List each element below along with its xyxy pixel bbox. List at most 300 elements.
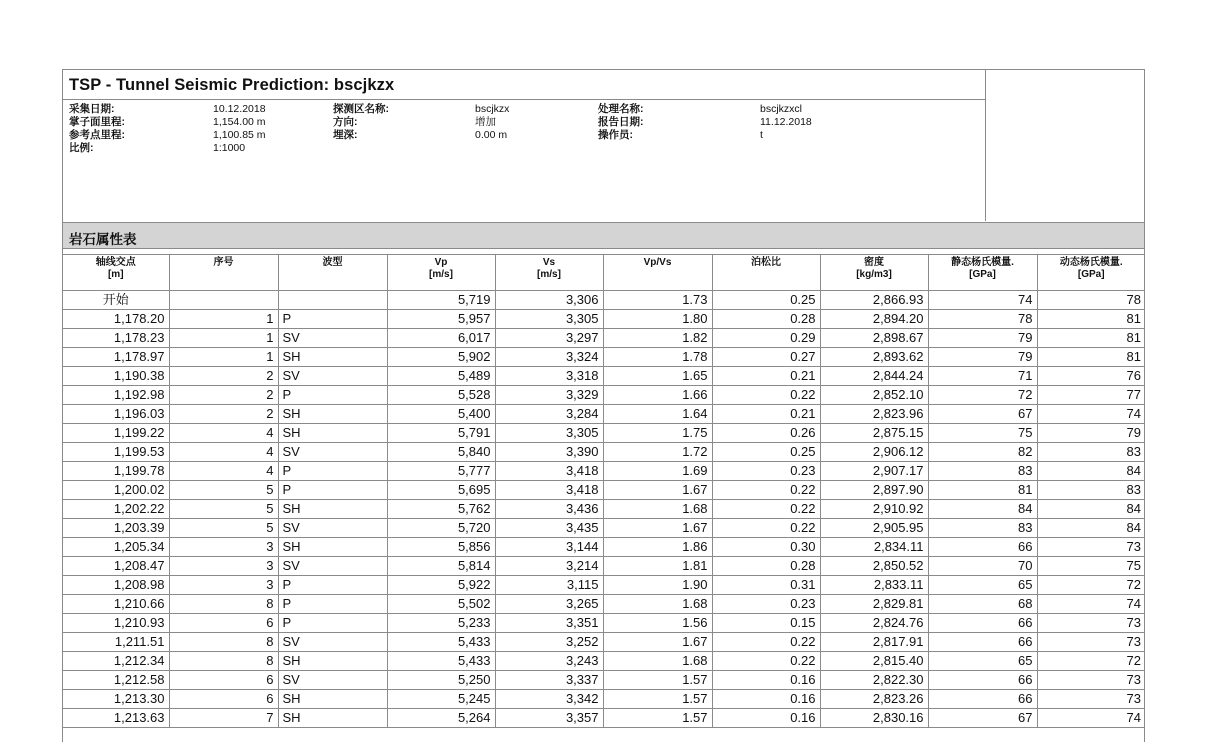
table-cell: 6 [169,614,278,633]
table-cell: 3,284 [495,405,603,424]
table-cell: 7 [169,709,278,728]
table-cell: 0.16 [712,709,820,728]
table-cell: 0.22 [712,652,820,671]
table-cell: 1,212.58 [63,671,169,690]
table-cell: 2,898.67 [820,329,928,348]
table-cell: 66 [928,614,1037,633]
table-cell: SH [278,424,387,443]
table-cell: SV [278,633,387,652]
table-cell: 1.68 [603,652,712,671]
table-cell: 0.16 [712,671,820,690]
table-cell: 3,435 [495,519,603,538]
table-cell: 5,502 [387,595,495,614]
table-cell: 5,902 [387,348,495,367]
table-cell: 1,203.39 [63,519,169,538]
table-cell: 75 [928,424,1037,443]
table-cell: 0.22 [712,386,820,405]
column-header-name: 密度 [864,257,884,268]
table-cell: 1.69 [603,462,712,481]
meta-value-scale: 1:1000 [213,142,246,154]
column-header-name: 轴线交点 [95,257,136,268]
table-cell: 0.28 [712,557,820,576]
meta-label-processing-name: 处理名称: [598,103,644,115]
table-cell: 2,906.12 [820,443,928,462]
table-cell: 81 [1037,348,1145,367]
table-row [63,690,1145,709]
table-cell: 2,894.20 [820,310,928,329]
table-cell: 4 [169,462,278,481]
table-cell: 2,830.16 [820,709,928,728]
column-header [1037,255,1145,291]
meta-label-direction: 方向: [333,116,358,128]
table-cell: 70 [928,557,1037,576]
table-row [63,633,1145,652]
table-cell: 0.23 [712,462,820,481]
table-row [63,576,1145,595]
table-cell: 3,329 [495,386,603,405]
table-cell: 66 [928,690,1037,709]
table-cell: 1.90 [603,576,712,595]
table-cell: 3,243 [495,652,603,671]
table-cell: 2,875.15 [820,424,928,443]
table-cell: 2,897.90 [820,481,928,500]
table-header-row [63,255,1145,291]
table-cell: 2,823.96 [820,405,928,424]
meta-column-1 [69,103,125,155]
table-cell: 3,337 [495,671,603,690]
table-cell: 0.21 [712,367,820,386]
table-cell: 2 [169,386,278,405]
table-cell: 74 [1037,709,1145,728]
table-cell: 0.25 [712,443,820,462]
table-cell: 66 [928,538,1037,557]
table-row [63,671,1145,690]
table-cell: 78 [928,310,1037,329]
table-row [63,424,1145,443]
table-cell: 0.29 [712,329,820,348]
table-cell: 2,834.11 [820,538,928,557]
title-divider [63,99,985,100]
table-cell: 1,205.34 [63,538,169,557]
table-cell: 1 [169,310,278,329]
meta-label-face-chainage: 掌子面里程: [69,116,125,128]
table-cell: 75 [1037,557,1145,576]
column-header [603,255,712,291]
table-cell: 1.67 [603,519,712,538]
table-cell: 1,199.78 [63,462,169,481]
table-cell: SV [278,443,387,462]
table-cell: 1.75 [603,424,712,443]
table-row [63,481,1145,500]
meta-value-ref-chainage: 1,100.85 m [213,129,266,141]
table-cell: 3,144 [495,538,603,557]
table-cell: 1,199.22 [63,424,169,443]
meta-column-3 [598,103,644,142]
table-row [63,405,1145,424]
meta-value-depth: 0.00 m [475,129,508,141]
table-cell: 1,178.97 [63,348,169,367]
table-cell: 1,208.47 [63,557,169,576]
column-header-unit: [m/s] [429,269,453,280]
meta-label-area-name: 探测区名称: [333,103,389,115]
table-row [63,652,1145,671]
column-header [495,255,603,291]
table-cell: 0.16 [712,690,820,709]
table-cell: 1.82 [603,329,712,348]
table-row [63,557,1145,576]
table-cell: 79 [928,348,1037,367]
table-row [63,500,1145,519]
table-cell: 1.80 [603,310,712,329]
table-cell: 4 [169,424,278,443]
table-cell: 2,833.11 [820,576,928,595]
table-cell: 79 [1037,424,1145,443]
table-cell: 1,213.63 [63,709,169,728]
table-cell: 3,297 [495,329,603,348]
table-cell: 74 [1037,595,1145,614]
column-header [820,255,928,291]
table-cell: 0.28 [712,310,820,329]
table-cell: 0.26 [712,424,820,443]
meta-column-2 [333,103,389,142]
table-cell: 3,305 [495,424,603,443]
meta-values-1 [213,103,266,155]
table-cell: 65 [928,652,1037,671]
meta-value-area-name: bscjkzx [475,103,510,115]
table-cell: 66 [928,671,1037,690]
section-header [63,222,1145,249]
table-cell: 1.56 [603,614,712,633]
table-cell: 3,436 [495,500,603,519]
table-row [63,348,1145,367]
table-cell: P [278,614,387,633]
table-cell: 3,342 [495,690,603,709]
table-cell: 1,196.03 [63,405,169,424]
table-cell: 1.78 [603,348,712,367]
table-cell: 4 [169,443,278,462]
table-cell: 2,824.76 [820,614,928,633]
table-cell: 1,208.98 [63,576,169,595]
table-cell: 1 [169,348,278,367]
table-cell: 1.57 [603,709,712,728]
table-cell: 5,250 [387,671,495,690]
column-header-unit: [GPa] [969,269,996,280]
table-cell: SH [278,538,387,557]
meta-value-report-date: 11.12.2018 [760,116,812,128]
table-cell: SV [278,329,387,348]
table-cell: 65 [928,576,1037,595]
table-cell: 3 [169,557,278,576]
table-cell: 3,390 [495,443,603,462]
table-cell: 2,893.62 [820,348,928,367]
table-cell: P [278,386,387,405]
table-cell: 79 [928,329,1037,348]
column-header-name: 序号 [213,257,234,268]
column-header-name: 静态杨氏模量. [951,257,1014,268]
table-cell: 1,202.22 [63,500,169,519]
table-cell: 5,957 [387,310,495,329]
meta-values-2 [475,103,509,142]
table-cell: 73 [1037,671,1145,690]
table-cell: 1.65 [603,367,712,386]
table-cell: 2,817.91 [820,633,928,652]
table-cell: 66 [928,633,1037,652]
table-cell: 2,823.26 [820,690,928,709]
table-cell: 5,840 [387,443,495,462]
table-cell: P [278,481,387,500]
table-cell: 5,489 [387,367,495,386]
meta-value-direction: 增加 [475,116,496,128]
table-cell: 5,528 [387,386,495,405]
table-cell: 5,856 [387,538,495,557]
table-cell: 2,905.95 [820,519,928,538]
table-cell: 1.67 [603,633,712,652]
column-header [712,255,820,291]
table-cell: 5,720 [387,519,495,538]
table-cell: 1.86 [603,538,712,557]
column-header [928,255,1037,291]
column-header-name: 动态杨氏模量. [1059,257,1123,268]
table-cell: 67 [928,405,1037,424]
table-cell: 73 [1037,633,1145,652]
table-row [63,310,1145,329]
table-row [63,443,1145,462]
table-cell: 2,866.93 [820,291,928,310]
table-cell: 76 [1037,367,1145,386]
column-header-name: Vp [434,257,448,268]
table-cell: 1,199.53 [63,443,169,462]
table-cell: 73 [1037,538,1145,557]
table-cell: 0.27 [712,348,820,367]
column-header-unit: [kg/m3] [856,269,892,280]
table-cell: SH [278,690,387,709]
column-header-unit: [m] [107,269,124,280]
meta-value-face-chainage: 1,154.00 m [213,116,266,128]
table-cell: 2,907.17 [820,462,928,481]
table-cell: 1,178.23 [63,329,169,348]
table-cell: 1.73 [603,291,712,310]
table-cell: 84 [1037,462,1145,481]
table-cell: 5,922 [387,576,495,595]
table-cell: SV [278,367,387,386]
table-row [63,386,1145,405]
table-cell: 68 [928,595,1037,614]
table-cell: P [278,576,387,595]
table-cell: 0.22 [712,481,820,500]
table-cell: 5,762 [387,500,495,519]
table-cell: 1,213.30 [63,690,169,709]
table-cell: 1,211.51 [63,633,169,652]
table-cell: SV [278,557,387,576]
table-cell: 0.22 [712,500,820,519]
table-cell [278,291,387,310]
report-page [62,69,1145,742]
table-cell: 82 [928,443,1037,462]
table-cell: 3 [169,538,278,557]
table-cell: 5,233 [387,614,495,633]
table-cell: 2,815.40 [820,652,928,671]
table-cell: 1,210.93 [63,614,169,633]
table-cell: 84 [1037,519,1145,538]
column-header [169,255,278,291]
meta-label-acq-date: 采集日期: [69,103,115,115]
table-cell: 8 [169,633,278,652]
table-cell: 83 [1037,481,1145,500]
table-cell [169,291,278,310]
table-cell: 3,305 [495,310,603,329]
meta-label-scale: 比例: [69,142,94,154]
table-cell: 3,418 [495,481,603,500]
table-cell: 72 [928,386,1037,405]
table-cell: 5 [169,481,278,500]
table-cell: 1.72 [603,443,712,462]
table-cell: SH [278,500,387,519]
table-cell: 2,852.10 [820,386,928,405]
table-cell: P [278,595,387,614]
table-cell: 2 [169,367,278,386]
column-header-name: 波型 [322,257,343,268]
table-cell: 67 [928,709,1037,728]
table-cell: 3,252 [495,633,603,652]
meta-value-acq-date: 10.12.2018 [213,103,266,115]
table-row [63,462,1145,481]
table-cell: 72 [1037,576,1145,595]
table-cell: 73 [1037,614,1145,633]
column-header-name: Vp/Vs [643,257,672,268]
table-row [63,538,1145,557]
table-cell: SH [278,405,387,424]
table-cell: 1.57 [603,671,712,690]
table-cell: 5,695 [387,481,495,500]
section-title: 岩石属性表 [69,232,137,247]
column-header-unit: [m/s] [537,269,561,280]
column-header [387,255,495,291]
table-body [63,291,1145,728]
table-cell: 77 [1037,386,1145,405]
meta-values-3 [760,103,812,142]
table-cell: 1.57 [603,690,712,709]
table-cell: 84 [928,500,1037,519]
table-cell: SH [278,652,387,671]
column-header-name: 泊松比 [751,257,781,268]
table-cell: SH [278,348,387,367]
table-cell: 1.67 [603,481,712,500]
table-cell: 5,433 [387,633,495,652]
table-cell: 6,017 [387,329,495,348]
table-cell: 73 [1037,690,1145,709]
column-header-unit: [GPa] [1077,269,1105,280]
table-cell: 5,719 [387,291,495,310]
logo-placeholder [985,70,1145,221]
table-cell: P [278,310,387,329]
table-row [63,614,1145,633]
meta-value-operator: t [760,129,763,141]
table-row [63,595,1145,614]
table-cell: 3,214 [495,557,603,576]
table-cell: 3,318 [495,367,603,386]
table-cell: 3,265 [495,595,603,614]
table-cell: 81 [1037,329,1145,348]
table-cell: 2,829.81 [820,595,928,614]
table-cell: 0.15 [712,614,820,633]
table-row [63,709,1145,728]
table-cell: 1,200.02 [63,481,169,500]
table-cell: 81 [1037,310,1145,329]
table-cell: 81 [928,481,1037,500]
table-cell: 开始 [63,291,169,310]
column-header [278,255,387,291]
table-cell: 3,351 [495,614,603,633]
table-cell: 1.64 [603,405,712,424]
table-cell: 2,822.30 [820,671,928,690]
table-cell: 5 [169,500,278,519]
table-cell: SV [278,671,387,690]
table-cell: 5,433 [387,652,495,671]
table-cell: 3,115 [495,576,603,595]
table-cell: 0.22 [712,633,820,652]
table-cell: 5 [169,519,278,538]
table-cell: 6 [169,671,278,690]
table-cell: 1.66 [603,386,712,405]
table-cell: 1,190.38 [63,367,169,386]
table-cell: 0.30 [712,538,820,557]
meta-label-ref-chainage: 参考点里程: [69,129,125,141]
table-cell: 8 [169,595,278,614]
report-header [63,70,1145,222]
table-cell: 3,306 [495,291,603,310]
table-cell: 5,264 [387,709,495,728]
table-cell: 2,910.92 [820,500,928,519]
table-cell: 5,777 [387,462,495,481]
table-cell: 6 [169,690,278,709]
table-row [63,329,1145,348]
table-cell: SV [278,519,387,538]
table-cell: 83 [1037,443,1145,462]
table-cell: 1,212.34 [63,652,169,671]
meta-label-depth: 埋深: [333,129,358,141]
table-cell: 1,192.98 [63,386,169,405]
table-cell: 3 [169,576,278,595]
table-cell: 1.81 [603,557,712,576]
table-row [63,291,1145,310]
table-row [63,367,1145,386]
meta-label-operator: 操作员: [598,129,633,141]
table-cell: 0.23 [712,595,820,614]
table-cell: P [278,462,387,481]
table-cell: 5,791 [387,424,495,443]
column-header-name: Vs [542,257,556,268]
table-cell: 1,210.66 [63,595,169,614]
table-cell: 78 [1037,291,1145,310]
table-cell: 0.22 [712,519,820,538]
table-cell: 1 [169,329,278,348]
table-cell: 8 [169,652,278,671]
table-cell: 2 [169,405,278,424]
table-cell: 5,400 [387,405,495,424]
column-header [63,255,169,291]
table-row [63,519,1145,538]
table-cell: 72 [1037,652,1145,671]
table-cell: 74 [928,291,1037,310]
table-cell: 71 [928,367,1037,386]
table-cell: 0.25 [712,291,820,310]
table-cell: 84 [1037,500,1145,519]
report-title: TSP - Tunnel Seismic Prediction: bscjkzx [69,76,395,94]
table-cell: 0.31 [712,576,820,595]
table-cell: 74 [1037,405,1145,424]
table-cell: 3,418 [495,462,603,481]
table-cell: 5,245 [387,690,495,709]
